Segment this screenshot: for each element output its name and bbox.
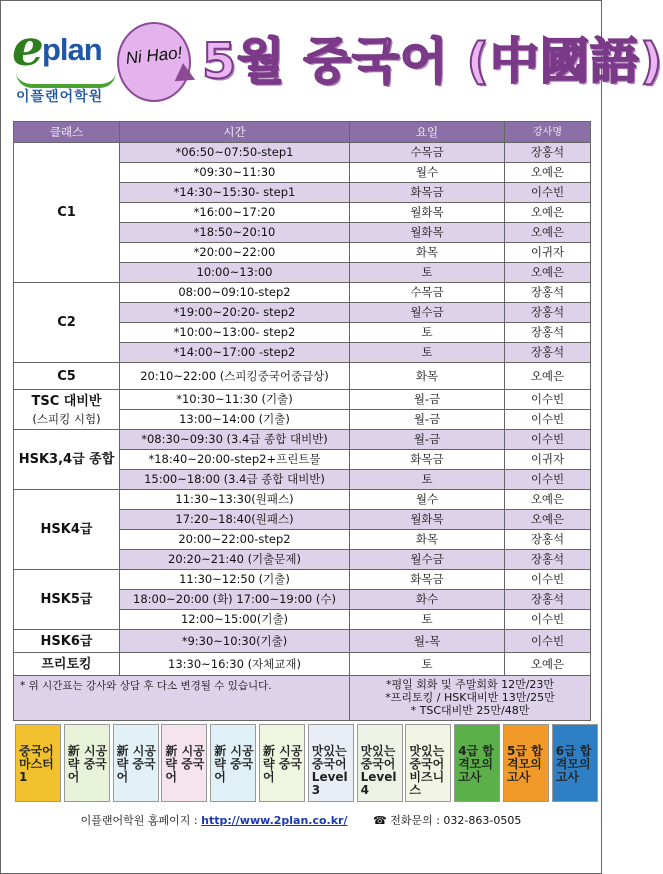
price-line: *평일 회화 및 주말회화 12만/23만 — [385, 678, 555, 691]
textbook-title: 중국어 마스터 1 — [19, 744, 54, 784]
teacher-cell: 오예은 — [505, 163, 591, 183]
header-teacher: 강사명 — [505, 122, 591, 143]
day-cell: 월-금 — [350, 430, 505, 450]
day-cell: 화목금 — [350, 183, 505, 203]
textbook-cover — [113, 724, 159, 802]
day-cell: 월수금 — [350, 550, 505, 570]
class-cell-c1: C1 — [14, 143, 120, 283]
day-cell: 화목금 — [350, 570, 505, 590]
teacher-cell: 이수빈 — [505, 410, 591, 430]
class-cell-hsk4: HSK4급 — [14, 490, 120, 570]
day-cell: 월-금 — [350, 390, 505, 410]
eplan-logo — [12, 18, 120, 105]
day-cell: 토 — [350, 610, 505, 630]
time-cell: *10:00~13:00- step2 — [120, 323, 350, 343]
teacher-cell: 오예은 — [505, 223, 591, 243]
teacher-cell: 이수빈 — [505, 630, 591, 653]
day-cell: 월-목 — [350, 630, 505, 653]
time-cell: 11:30~12:50 (기출) — [120, 570, 350, 590]
teacher-cell: 장홍석 — [505, 590, 591, 610]
teacher-cell: 이수빈 — [505, 183, 591, 203]
time-cell: 08:00~09:10-step2 — [120, 283, 350, 303]
table-row — [14, 430, 591, 450]
time-cell: *14:30~15:30- step1 — [120, 183, 350, 203]
teacher-cell: 이수빈 — [505, 470, 591, 490]
textbook-title: 6급 합격모의고사 — [555, 744, 592, 784]
table-row — [14, 653, 591, 676]
textbook-cover — [15, 724, 61, 802]
textbook-cover — [503, 724, 549, 802]
teacher-cell: 이귀자 — [505, 243, 591, 263]
textbook-strip — [15, 724, 592, 804]
class-cell-freetalking: 프리토킹 — [14, 653, 120, 676]
table-row — [14, 363, 591, 390]
page-title: 5월 중국어 (中國語) — [202, 33, 663, 90]
textbook-cover — [357, 724, 403, 802]
day-cell: 월화목 — [350, 203, 505, 223]
time-cell: 10:00~13:00 — [120, 263, 350, 283]
teacher-cell: 장홍석 — [505, 303, 591, 323]
teacher-cell: 장홍석 — [505, 323, 591, 343]
day-cell: 화수 — [350, 590, 505, 610]
time-cell: 18:00~20:00 (화) 17:00~19:00 (수) — [120, 590, 350, 610]
logo-e-mark: e — [12, 18, 44, 77]
teacher-cell: 장홍석 — [505, 283, 591, 303]
header-day: 요일 — [350, 122, 505, 143]
teacher-cell: 이수빈 — [505, 390, 591, 410]
teacher-cell: 오예은 — [505, 653, 591, 676]
time-cell: *06:50~07:50-step1 — [120, 143, 350, 163]
time-cell: 15:00~18:00 (3.4급 종합 대비반) — [120, 470, 350, 490]
table-header-row — [14, 122, 591, 143]
teacher-cell: 장홍석 — [505, 343, 591, 363]
time-cell: *19:00~20:20- step2 — [120, 303, 350, 323]
class-cell-hsk6: HSK6급 — [14, 630, 120, 653]
day-cell: 월화목 — [350, 510, 505, 530]
teacher-cell: 이수빈 — [505, 570, 591, 590]
time-cell: 20:20~21:40 (기출문제) — [120, 550, 350, 570]
homepage-link[interactable]: http://www.2plan.co.kr/ — [201, 814, 348, 827]
textbook-cover — [405, 724, 451, 802]
day-cell: 토 — [350, 653, 505, 676]
day-cell: 토 — [350, 323, 505, 343]
textbook-title: 新 시공략 중국어 — [165, 744, 205, 784]
table-row — [14, 570, 591, 590]
textbook-cover — [454, 724, 500, 802]
textbook-title: 新 시공략 중국어 — [67, 744, 108, 784]
teacher-cell: 장홍석 — [505, 550, 591, 570]
teacher-cell: 이수빈 — [505, 430, 591, 450]
schedule-table — [13, 121, 591, 721]
textbook-cover — [259, 724, 305, 802]
teacher-cell: 이수빈 — [505, 610, 591, 630]
time-cell: 12:00~15:00(기출) — [120, 610, 350, 630]
teacher-cell: 오예은 — [505, 203, 591, 223]
time-cell: *20:00~22:00 — [120, 243, 350, 263]
phone-label: 전화문의 : 032-863-0505 — [390, 814, 522, 827]
class-cell-tsc — [14, 390, 120, 430]
time-cell: 13:00~14:00 (기출) — [120, 410, 350, 430]
class-cell-hsk34: HSK3,4급 종합 — [14, 430, 120, 490]
class-cell-hsk5: HSK5급 — [14, 570, 120, 630]
price-line: * TSC대비반 25만/48만 — [410, 704, 530, 717]
textbook-title: 新 시공략 중국어 — [263, 744, 303, 784]
time-cell: *10:30~11:30 (기출) — [120, 390, 350, 410]
day-cell: 수목금 — [350, 283, 505, 303]
textbook-title: 5급 합격모의고사 — [507, 744, 543, 784]
day-cell: 토 — [350, 343, 505, 363]
textbook-title: 新 시공략 중국어 — [116, 744, 156, 784]
day-cell: 월수 — [350, 490, 505, 510]
textbook-title: 맛있는 중국어 Level 4 — [360, 744, 397, 797]
time-cell: *14:00~17:00 -step2 — [120, 343, 350, 363]
textbook-title: 新 시공략 중국어 — [214, 744, 254, 784]
time-cell: 13:30~16:30 (자체교재) — [120, 653, 350, 676]
phone-icon: ☎ — [373, 814, 387, 827]
time-cell: *16:00~17:20 — [120, 203, 350, 223]
class-tsc-label: TSC 대비반 — [31, 393, 102, 409]
teacher-cell: 오예은 — [505, 263, 591, 283]
teacher-cell: 장홍석 — [505, 530, 591, 550]
class-cell-c2: C2 — [14, 283, 120, 363]
day-cell: 토 — [350, 263, 505, 283]
header-class: 클래스 — [14, 122, 120, 143]
table-row — [14, 630, 591, 653]
time-cell: *9:30~10:30(기출) — [120, 630, 350, 653]
textbook-title: 맛있는 중국어 비즈니스 — [409, 744, 445, 797]
textbook-cover — [308, 724, 354, 802]
time-cell: 11:30~13:30(원패스) — [120, 490, 350, 510]
textbook-title: 맛있는 중국어 Level 3 — [311, 744, 348, 797]
day-cell: 화목 — [350, 363, 505, 390]
time-cell: 17:20~18:40(원패스) — [120, 510, 350, 530]
table-row — [14, 490, 591, 510]
footer — [0, 812, 602, 828]
teacher-cell: 오예은 — [505, 510, 591, 530]
textbook-cover — [161, 724, 207, 802]
textbook-cover — [64, 724, 110, 802]
day-cell: 화목 — [350, 243, 505, 263]
textbook-cover — [552, 724, 598, 802]
day-cell: 월-금 — [350, 410, 505, 430]
time-cell: *08:30~09:30 (3.4급 종합 대비반) — [120, 430, 350, 450]
time-cell: *09:30~11:30 — [120, 163, 350, 183]
day-cell: 월수 — [350, 163, 505, 183]
time-cell: 20:10~22:00 (스피킹중국어중급상) — [120, 363, 350, 390]
day-cell: 토 — [350, 470, 505, 490]
table-row — [14, 390, 591, 410]
class-tsc-sublabel: (스피킹 시험) — [32, 411, 101, 426]
speech-bubble-text: Ni Hao! — [124, 43, 184, 68]
day-cell: 화목 — [350, 530, 505, 550]
day-cell: 화목금 — [350, 450, 505, 470]
logo-wordmark: plan — [42, 32, 102, 67]
time-cell: *18:40~20:00-step2+프린트물 — [120, 450, 350, 470]
price-notes — [350, 676, 591, 721]
header-time: 시간 — [120, 122, 350, 143]
price-line: *프리토킹 / HSK대비반 13만/25만 — [385, 691, 555, 704]
logo-academy-name: 이플랜어학원 — [16, 89, 104, 105]
day-cell: 월화목 — [350, 223, 505, 243]
class-cell-c5: C5 — [14, 363, 120, 390]
teacher-cell: 이귀자 — [505, 450, 591, 470]
day-cell: 월수금 — [350, 303, 505, 323]
table-row — [14, 283, 591, 303]
homepage-label: 이플랜어학원 홈페이지 : — [80, 814, 198, 827]
day-cell: 수목금 — [350, 143, 505, 163]
time-cell: 20:00~22:00-step2 — [120, 530, 350, 550]
time-cell: *18:50~20:10 — [120, 223, 350, 243]
teacher-cell: 오예은 — [505, 363, 591, 390]
table-row — [14, 143, 591, 163]
textbook-cover — [210, 724, 256, 802]
notes-row — [14, 676, 591, 721]
teacher-cell: 오예은 — [505, 490, 591, 510]
textbook-title: 4급 합격모의고사 — [458, 744, 494, 784]
schedule-note: * 위 시간표는 강사와 상담 후 다소 변경될 수 있습니다. — [14, 676, 350, 721]
teacher-cell: 장홍석 — [505, 143, 591, 163]
